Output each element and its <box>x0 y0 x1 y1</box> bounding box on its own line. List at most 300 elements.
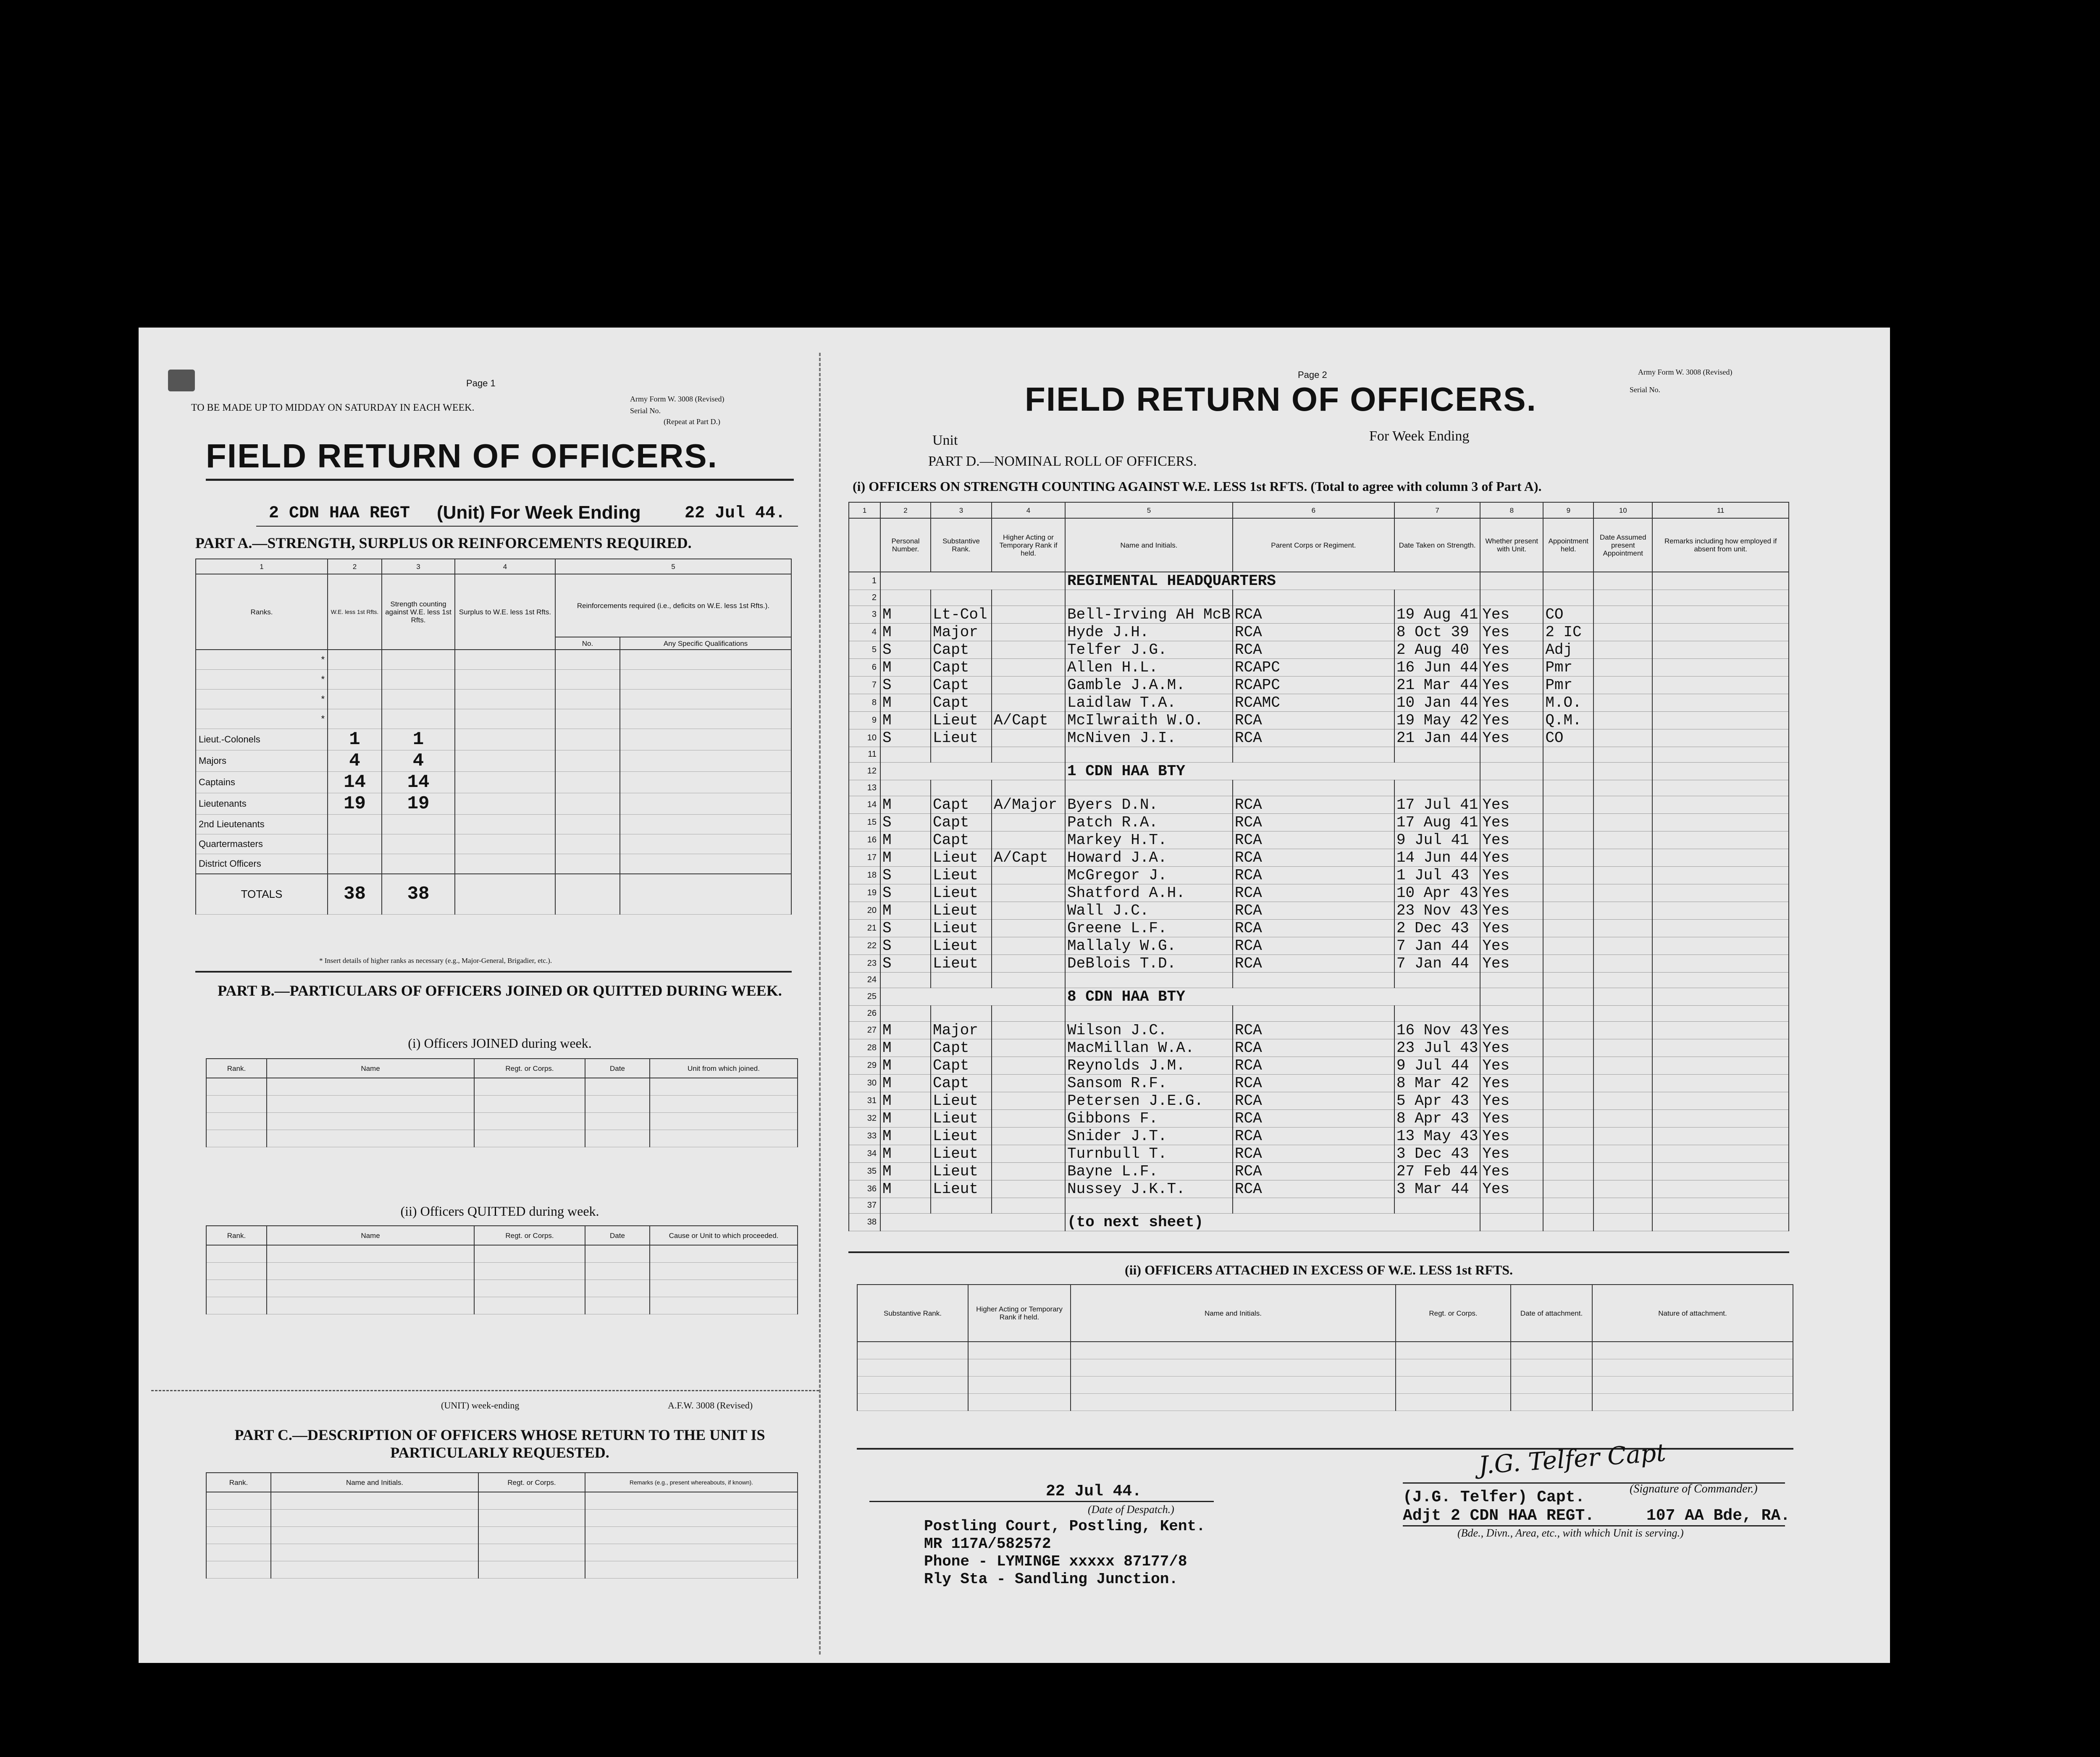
part-a-no <box>555 750 620 772</box>
part-a-no <box>555 690 620 709</box>
part-a-we <box>328 670 382 690</box>
roll-personal-number: M <box>880 796 931 813</box>
part-a-totals-surplus <box>455 874 555 914</box>
roll-date-taken: 23 Nov 43 <box>1394 902 1480 919</box>
roll-empty-cell <box>1652 1092 1789 1109</box>
roll-present: Yes <box>1480 658 1543 676</box>
cut-line <box>151 1390 819 1391</box>
roll-officer-name <box>1065 1198 1233 1214</box>
part-c-cell <box>478 1510 585 1527</box>
part-a-no <box>555 729 620 750</box>
part-a-we: 4 <box>328 750 382 772</box>
roll-officer-name <box>1065 590 1233 606</box>
roll-parent-corps: RCA <box>1233 1109 1394 1127</box>
table-row <box>849 796 1789 813</box>
part-a-strength <box>382 670 455 690</box>
roll-empty-cell <box>1593 1214 1652 1231</box>
roll-empty-cell <box>1593 1145 1652 1162</box>
roll-substantive-rank: Lieut <box>931 866 992 884</box>
joined-cell <box>206 1096 267 1113</box>
table-row <box>849 658 1789 676</box>
part-a-strength: 14 <box>382 772 455 793</box>
despatch-label: (Date of Despatch.) <box>1088 1503 1174 1516</box>
roll-present: Yes <box>1480 711 1543 729</box>
roll-parent-corps: RCA <box>1233 902 1394 919</box>
part-a-totals-no <box>555 874 620 914</box>
part-a-strength: 1 <box>382 729 455 750</box>
roll-acting-rank <box>992 780 1065 796</box>
table-row <box>849 866 1789 884</box>
roll-appointment <box>1543 1074 1593 1092</box>
roll-present: Yes <box>1480 796 1543 813</box>
joined-header: Name <box>267 1059 474 1078</box>
roll-colnum: 7 <box>1394 502 1480 518</box>
roll-empty-cell <box>1593 937 1652 955</box>
roll-officer-name: McGregor J. <box>1065 866 1233 884</box>
part-a-no <box>555 709 620 729</box>
part-a-totals-label: TOTALS <box>196 874 328 914</box>
part-c-cell <box>585 1527 798 1544</box>
roll-parent-corps: RCA <box>1233 1127 1394 1145</box>
roll-empty-cell <box>1652 623 1789 641</box>
quitted-cell <box>585 1245 650 1263</box>
part-a-rank: * <box>196 690 328 709</box>
part-d-title: PART D.—NOMINAL ROLL OF OFFICERS. <box>928 454 1197 469</box>
joined-cell <box>585 1113 650 1130</box>
attached-cell <box>1396 1394 1511 1411</box>
quitted-header: Regt. or Corps. <box>474 1226 585 1245</box>
roll-parent-corps: RCA <box>1233 1092 1394 1109</box>
roll-empty-cell <box>1593 831 1652 849</box>
attached-cell <box>1396 1342 1511 1359</box>
roll-empty-cell <box>1593 955 1652 972</box>
roll-officer-name: Sansom R.F. <box>1065 1074 1233 1092</box>
quitted-cell <box>267 1297 474 1314</box>
roll-substantive-rank: Capt <box>931 641 992 658</box>
roll-appointment: Pmr <box>1543 676 1593 694</box>
roll-date-taken: 8 Oct 39 <box>1394 623 1480 641</box>
roll-parent-corps: RCA <box>1233 606 1394 623</box>
part-a-strength <box>382 650 455 670</box>
roll-empty-cell <box>1480 1214 1543 1231</box>
roll-date-taken: 16 Nov 43 <box>1394 1021 1480 1039</box>
roll-substantive-rank <box>931 747 992 763</box>
roll-colnum: 5 <box>1065 502 1233 518</box>
roll-officer-name: Shatford A.H. <box>1065 884 1233 902</box>
roll-parent-corps: RCA <box>1233 831 1394 849</box>
roll-substantive-rank <box>931 780 992 796</box>
roll-date-taken: 3 Dec 43 <box>1394 1145 1480 1162</box>
roll-personal-number: S <box>880 919 931 937</box>
roll-acting-rank <box>992 1127 1065 1145</box>
part-a-quals <box>620 709 791 729</box>
roll-present <box>1480 972 1543 988</box>
roll-empty-cell <box>1652 1198 1789 1214</box>
roll-personal-number: S <box>880 884 931 902</box>
roll-present: Yes <box>1480 623 1543 641</box>
part-a-rank: * <box>196 709 328 729</box>
joined-cell <box>474 1096 585 1113</box>
joined-cell <box>650 1078 798 1096</box>
roll-acting-rank <box>992 955 1065 972</box>
roll-empty-cell <box>1543 572 1593 590</box>
quitted-cell <box>650 1297 798 1314</box>
roll-substantive-rank: Lieut <box>931 849 992 866</box>
roll-appointment <box>1543 972 1593 988</box>
roll-empty-cell <box>1593 658 1652 676</box>
roll-empty-cell <box>1593 796 1652 813</box>
roll-officer-name: Bell-Irving AH McB <box>1065 606 1233 623</box>
roll-appointment <box>1543 884 1593 902</box>
roll-personal-number <box>880 1006 931 1022</box>
roll-present: Yes <box>1480 729 1543 747</box>
quitted-header: Name <box>267 1226 474 1245</box>
part-a-quals <box>620 650 791 670</box>
roll-parent-corps: RCAPC <box>1233 658 1394 676</box>
part-c-table <box>206 1472 798 1579</box>
quitted-cell <box>650 1245 798 1263</box>
roll-empty-cell <box>880 572 1065 590</box>
roll-date-taken: 2 Aug 40 <box>1394 641 1480 658</box>
joined-cell <box>650 1130 798 1147</box>
part-c-cell <box>271 1561 478 1579</box>
roll-empty-cell <box>1593 1006 1652 1022</box>
part-a-colnum: 4 <box>455 559 555 574</box>
roll-colnum: 11 <box>1652 502 1789 518</box>
roll-empty-cell <box>880 988 1065 1006</box>
part-a-rank: 2nd Lieutenants <box>196 815 328 834</box>
part-a-surplus <box>455 772 555 793</box>
roll-substantive-rank: Lieut <box>931 937 992 955</box>
roll-present: Yes <box>1480 1145 1543 1162</box>
attached-cell <box>1396 1359 1511 1377</box>
roll-empty-cell <box>1593 780 1652 796</box>
section-ii-title: (ii) OFFICERS ATTACHED IN EXCESS OF W.E. LESS 1st RFTS. <box>1124 1262 1513 1277</box>
roll-parent-corps: RCA <box>1233 1180 1394 1198</box>
roll-substantive-rank: Capt <box>931 1057 992 1074</box>
roll-personal-number <box>880 972 931 988</box>
roll-date-taken: 8 Mar 42 <box>1394 1074 1480 1092</box>
roll-officer-name: Byers D.N. <box>1065 796 1233 813</box>
part-a-quals <box>620 834 791 854</box>
roll-present: Yes <box>1480 1109 1543 1127</box>
roll-personal-number: M <box>880 1180 931 1198</box>
roll-header-rank: Substantive Rank. <box>931 518 992 572</box>
roll-line-number: 15 <box>849 813 880 831</box>
quitted-cell <box>585 1263 650 1280</box>
roll-date-taken: 1 Jul 43 <box>1394 866 1480 884</box>
part-a-surplus <box>455 729 555 750</box>
roll-empty-cell <box>1480 763 1543 780</box>
part-a-header-no: No. <box>555 637 620 650</box>
roll-empty-cell <box>1652 955 1789 972</box>
roll-substantive-rank: Capt <box>931 813 992 831</box>
part-c-cell <box>271 1527 478 1544</box>
part-c-header: Rank. <box>206 1473 271 1492</box>
roll-substantive-rank: Capt <box>931 658 992 676</box>
roll-empty-cell <box>1543 763 1593 780</box>
roll-acting-rank <box>992 623 1065 641</box>
roll-appointment <box>1543 1039 1593 1057</box>
table-row <box>849 1127 1789 1145</box>
roll-personal-number: M <box>880 831 931 849</box>
roll-present: Yes <box>1480 902 1543 919</box>
table-row <box>849 747 1789 763</box>
part-a-we <box>328 690 382 709</box>
part-a-totals-quals <box>620 874 791 914</box>
roll-acting-rank <box>992 937 1065 955</box>
roll-empty-cell <box>1543 988 1593 1006</box>
quitted-cell <box>206 1280 267 1297</box>
roll-colnum: 8 <box>1480 502 1543 518</box>
roll-empty-cell <box>880 763 1065 780</box>
quitted-cell <box>206 1263 267 1280</box>
quitted-title: (ii) Officers QUITTED during week. <box>400 1204 599 1219</box>
joined-cell <box>206 1130 267 1147</box>
roll-header-appointment: Appointment held. <box>1543 518 1593 572</box>
roll-line-number: 18 <box>849 866 880 884</box>
table-row <box>849 590 1789 606</box>
table-row <box>849 1092 1789 1109</box>
part-a-rank: * <box>196 670 328 690</box>
roll-officer-name: Turnbull T. <box>1065 1145 1233 1162</box>
roll-officer-name: Bayne L.F. <box>1065 1162 1233 1180</box>
page1-repeat-note: (Repeat at Part D.) <box>664 417 720 426</box>
bde-underline <box>1403 1525 1785 1526</box>
roll-empty-cell <box>1593 1180 1652 1198</box>
roll-line-number: 32 <box>849 1109 880 1127</box>
roll-line-number: 12 <box>849 763 880 780</box>
roll-empty-cell <box>1652 780 1789 796</box>
quitted-cell <box>474 1280 585 1297</box>
roll-acting-rank: A/Capt <box>992 849 1065 866</box>
roll-date-taken: 7 Jan 44 <box>1394 937 1480 955</box>
part-c-cell <box>206 1510 271 1527</box>
quitted-cell <box>206 1245 267 1263</box>
roll-acting-rank <box>992 831 1065 849</box>
roll-acting-rank <box>992 1074 1065 1092</box>
nominal-roll-body <box>849 572 1789 1231</box>
roll-empty-cell <box>1652 1006 1789 1022</box>
part-a-strength <box>382 834 455 854</box>
address-line-2: MR 117A/582572 <box>924 1535 1051 1552</box>
roll-colnum: 4 <box>992 502 1065 518</box>
part-c-header: Name and Initials. <box>271 1473 478 1492</box>
table-row <box>849 1021 1789 1039</box>
roll-appointment <box>1543 1162 1593 1180</box>
roll-acting-rank: A/Major <box>992 796 1065 813</box>
roll-parent-corps <box>1233 590 1394 606</box>
roll-officer-name: Laidlaw T.A. <box>1065 694 1233 711</box>
roll-present: Yes <box>1480 1127 1543 1145</box>
part-a-we: 14 <box>328 772 382 793</box>
roll-acting-rank <box>992 884 1065 902</box>
roll-present <box>1480 747 1543 763</box>
roll-empty-cell <box>1593 919 1652 937</box>
roll-empty-cell <box>1593 1162 1652 1180</box>
attached-cell <box>1071 1342 1396 1359</box>
roll-acting-rank <box>992 1057 1065 1074</box>
signer-name: (J.G. Telfer) Capt. <box>1403 1488 1585 1506</box>
attached-cell <box>1511 1377 1592 1394</box>
roll-parent-corps: RCA <box>1233 849 1394 866</box>
despatch-underline <box>869 1501 1214 1502</box>
roll-appointment <box>1543 1127 1593 1145</box>
roll-empty-cell <box>1652 1074 1789 1092</box>
part-a-strength <box>382 690 455 709</box>
table-row <box>849 606 1789 623</box>
roll-acting-rank <box>992 1039 1065 1057</box>
roll-appointment: CO <box>1543 606 1593 623</box>
part-a-no <box>555 772 620 793</box>
roll-header-date-assumed: Date Assumed present Appointment <box>1593 518 1652 572</box>
roll-line-number: 28 <box>849 1039 880 1057</box>
attached-cell <box>968 1342 1071 1359</box>
part-a-quals <box>620 750 791 772</box>
roll-present <box>1480 1006 1543 1022</box>
roll-personal-number: S <box>880 729 931 747</box>
roll-officer-name: MacMillan W.A. <box>1065 1039 1233 1057</box>
roll-officer-name: Gibbons F. <box>1065 1109 1233 1127</box>
roll-empty-cell <box>1652 813 1789 831</box>
roll-line-number: 8 <box>849 694 880 711</box>
table-row <box>849 1180 1789 1198</box>
part-a-no <box>555 793 620 815</box>
roll-present: Yes <box>1480 1092 1543 1109</box>
table-row <box>849 694 1789 711</box>
roll-empty-cell <box>1652 796 1789 813</box>
roll-header-name: Name and Initials. <box>1065 518 1233 572</box>
roll-appointment <box>1543 1057 1593 1074</box>
roll-present: Yes <box>1480 1180 1543 1198</box>
part-a-quals <box>620 729 791 750</box>
joined-cell <box>585 1078 650 1096</box>
roll-date-taken: 17 Jul 41 <box>1394 796 1480 813</box>
attached-cell <box>1511 1394 1592 1411</box>
roll-parent-corps: RCAPC <box>1233 676 1394 694</box>
roll-empty-cell <box>1652 658 1789 676</box>
part-c-cell <box>478 1544 585 1561</box>
roll-empty-cell <box>1480 572 1543 590</box>
quitted-cell <box>474 1245 585 1263</box>
roll-present: Yes <box>1480 1021 1543 1039</box>
roll-section-row <box>849 763 1789 780</box>
table-row <box>849 1109 1789 1127</box>
roll-acting-rank <box>992 1021 1065 1039</box>
roll-date-taken: 16 Jun 44 <box>1394 658 1480 676</box>
roll-substantive-rank <box>931 1198 992 1214</box>
roll-substantive-rank: Capt <box>931 694 992 711</box>
roll-empty-cell <box>1593 1057 1652 1074</box>
roll-officer-name: Patch R.A. <box>1065 813 1233 831</box>
roll-personal-number <box>880 747 931 763</box>
roll-empty-cell <box>1593 813 1652 831</box>
roll-substantive-rank: Lt-Col <box>931 606 992 623</box>
part-a-colnum: 2 <box>328 559 382 574</box>
roll-present: Yes <box>1480 955 1543 972</box>
roll-parent-corps: RCA <box>1233 955 1394 972</box>
roll-colnum: 6 <box>1233 502 1394 518</box>
roll-empty-cell <box>1652 1109 1789 1127</box>
roll-present <box>1480 1198 1543 1214</box>
roll-appointment <box>1543 590 1593 606</box>
part-a-no <box>555 670 620 690</box>
roll-parent-corps: RCA <box>1233 796 1394 813</box>
part-a-strength <box>382 815 455 834</box>
roll-substantive-rank: Capt <box>931 676 992 694</box>
attached-cell <box>1396 1377 1511 1394</box>
roll-present <box>1480 590 1543 606</box>
roll-empty-cell <box>1652 1021 1789 1039</box>
roll-officer-name: Mallaly W.G. <box>1065 937 1233 955</box>
roll-date-taken: 5 Apr 43 <box>1394 1092 1480 1109</box>
roll-acting-rank <box>992 902 1065 919</box>
roll-line-number: 9 <box>849 711 880 729</box>
roll-empty-cell <box>1652 590 1789 606</box>
roll-date-taken: 10 Jan 44 <box>1394 694 1480 711</box>
roll-line-number: 27 <box>849 1021 880 1039</box>
roll-appointment <box>1543 937 1593 955</box>
roll-acting-rank <box>992 590 1065 606</box>
punch-hole <box>168 370 195 391</box>
roll-line-number: 19 <box>849 884 880 902</box>
roll-officer-name <box>1065 780 1233 796</box>
roll-personal-number: M <box>880 623 931 641</box>
joined-cell <box>267 1130 474 1147</box>
table-row <box>849 676 1789 694</box>
roll-line-number: 14 <box>849 796 880 813</box>
roll-substantive-rank: Lieut <box>931 919 992 937</box>
roll-date-taken <box>1394 1198 1480 1214</box>
roll-line-number: 37 <box>849 1198 880 1214</box>
part-c-cell <box>271 1510 478 1527</box>
roll-officer-name: Petersen J.E.G. <box>1065 1092 1233 1109</box>
roll-empty-cell <box>1652 1145 1789 1162</box>
roll-personal-number: M <box>880 1057 931 1074</box>
roll-acting-rank <box>992 1092 1065 1109</box>
page1-title-rule <box>206 479 794 481</box>
nominal-roll-table <box>848 502 1789 1231</box>
joined-cell <box>267 1078 474 1096</box>
page1-unit-underline <box>256 526 798 527</box>
roll-empty-cell <box>1593 572 1652 590</box>
quitted-cell <box>474 1297 585 1314</box>
roll-present: Yes <box>1480 937 1543 955</box>
part-a-no <box>555 815 620 834</box>
part-a-title: PART A.—STRENGTH, SURPLUS OR REINFORCEMENTS REQUIRED. <box>195 535 692 551</box>
roll-empty-cell <box>1593 694 1652 711</box>
roll-date-taken: 23 Jul 43 <box>1394 1039 1480 1057</box>
table-row <box>849 972 1789 988</box>
roll-acting-rank <box>992 1006 1065 1022</box>
roll-parent-corps <box>1233 780 1394 796</box>
roll-line-number: 34 <box>849 1145 880 1162</box>
roll-acting-rank <box>992 813 1065 831</box>
part-a-strength <box>382 854 455 874</box>
roll-line-number: 29 <box>849 1057 880 1074</box>
roll-parent-corps: RCA <box>1233 1039 1394 1057</box>
roll-line-number: 1 <box>849 572 880 590</box>
roll-header-remarks: Remarks including how employed if absent from unit. <box>1652 518 1789 572</box>
part-a-we <box>328 650 382 670</box>
part-c-cell <box>271 1544 478 1561</box>
quitted-cell <box>267 1245 474 1263</box>
roll-section-heading: 1 CDN HAA BTY <box>1065 763 1480 780</box>
roll-acting-rank <box>992 641 1065 658</box>
attached-cell <box>857 1359 968 1377</box>
roll-colnum: 9 <box>1543 502 1593 518</box>
roll-acting-rank <box>992 1145 1065 1162</box>
